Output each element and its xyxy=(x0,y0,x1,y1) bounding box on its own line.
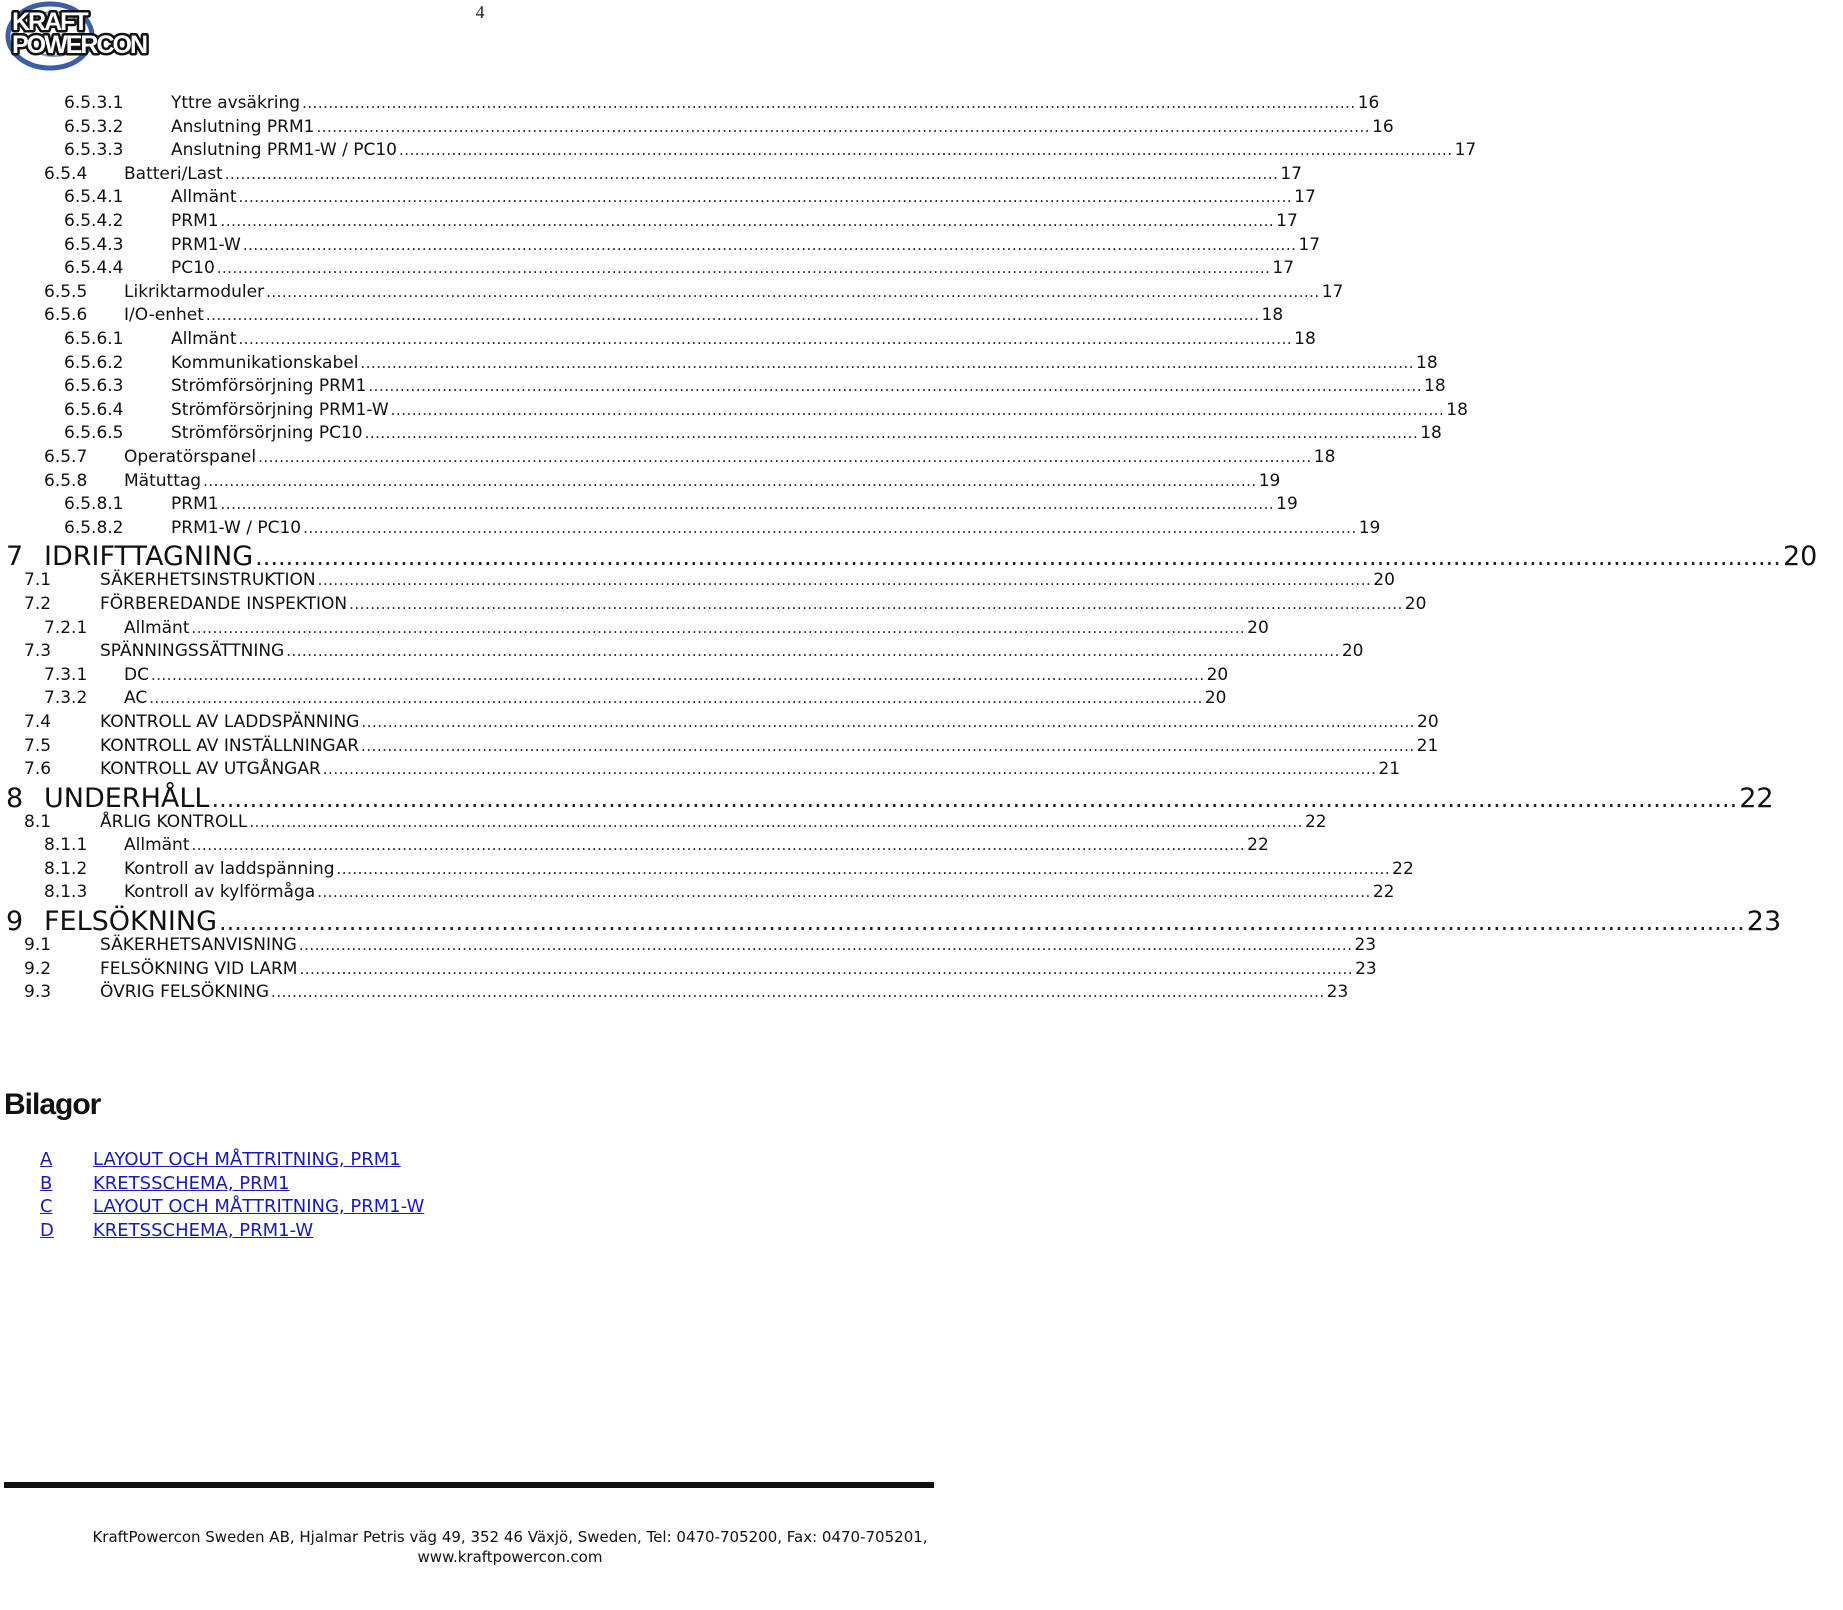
toc-entry[interactable] xyxy=(0,257,1295,281)
toc-dot-leader: ........................................................................................................................................................................................................ xyxy=(361,712,1416,731)
toc-entry-page: 20 xyxy=(1247,617,1269,638)
toc-entry[interactable] xyxy=(0,881,1395,905)
toc-entry-page: 17 xyxy=(1298,234,1321,255)
toc-dot-leader: ........................................................................................................................................................................................................ xyxy=(360,353,1415,372)
toc-entry-title: Anslutning PRM1 xyxy=(171,116,315,137)
toc-dot-leader: ........................................................................................................................................................................................................ xyxy=(398,141,1453,160)
toc-dot-leader: ........................................................................................................................................................................................................ xyxy=(368,377,1423,396)
toc-entry-title: Allmänt xyxy=(171,187,237,208)
toc-entry-page: 17 xyxy=(1272,258,1295,279)
toc-entry-page: 18 xyxy=(1416,352,1438,373)
footer-address: KraftPowercon Sweden AB, Hjalmar Petris väg 49, 352 46 Växjö, Sweden, Tel: 0470-705200, Fax: 0470-705201, xyxy=(92,1528,928,1546)
toc-entry-number: 6.5.4.1 xyxy=(64,187,124,208)
toc-entry-page: 23 xyxy=(1746,905,1782,937)
toc-entry-title: FÖRBEREDANDE INSPEKTION xyxy=(100,593,348,614)
toc-entry-title: FELSÖKNING xyxy=(44,905,218,937)
toc-entry-number: 6.5.4.3 xyxy=(64,234,124,255)
toc-entry-title: KONTROLL AV UTGÅNGAR xyxy=(100,759,321,780)
toc-entry[interactable] xyxy=(0,664,1229,688)
toc-dot-leader: ........................................................................................................................................................................................................ xyxy=(258,448,1312,466)
toc-entry-title: ÅRLIG KONTROLL xyxy=(100,811,248,832)
toc-entry-number: 7.2.1 xyxy=(44,617,88,638)
toc-entry-title: PRM1-W xyxy=(171,234,241,255)
toc-entry-number: 8.1.2 xyxy=(44,858,88,879)
toc-entry-title: AC xyxy=(124,688,148,709)
toc-entry-page: 23 xyxy=(1355,958,1377,979)
toc-dot-leader: ........................................................................................................................................................................................................ xyxy=(266,282,1320,301)
toc-entry-page: 20 xyxy=(1417,711,1439,732)
toc-entry-page: 19 xyxy=(1276,494,1298,515)
toc-entry-number: 6.5.6.1 xyxy=(64,329,124,349)
toc-entry[interactable] xyxy=(0,834,1269,858)
toc-dot-leader: ........................................................................................................................................................................................................ xyxy=(150,665,1205,684)
toc-entry[interactable] xyxy=(0,399,1468,423)
toc-dot-leader: ........................................................................................................................................................................................................ xyxy=(238,188,1293,207)
toc-entry-title: Anslutning PRM1-W / PC10 xyxy=(171,140,397,161)
toc-entry[interactable] xyxy=(0,811,1327,835)
toc-dot-leader: ........................................................................................................................................................................................................ xyxy=(286,642,1340,661)
toc-entry-title: KONTROLL AV INSTÄLLNINGAR xyxy=(100,735,360,756)
toc-dot-leader: ........................................................................................................................................................................................................ xyxy=(220,212,1275,230)
toc-entry-page: 18 xyxy=(1420,423,1442,444)
toc-dot-leader: ........................................................................................................................................................................................................ xyxy=(211,784,1738,813)
toc-entry[interactable] xyxy=(0,517,1381,541)
toc-entry-number: 6.5.8.1 xyxy=(64,494,124,515)
toc-dot-leader: ........................................................................................................................................................................................................ xyxy=(317,883,1371,902)
toc-entry-number: 7.3.2 xyxy=(44,688,88,709)
toc-entry-page: 16 xyxy=(1372,116,1394,137)
toc-entry-number: 7.3 xyxy=(24,641,52,662)
toc-entry-title: Kontroll av kylförmåga xyxy=(124,882,316,903)
toc-entry-page: 20 xyxy=(1204,688,1227,709)
toc-entry[interactable] xyxy=(0,375,1446,399)
toc-entry-title: SÄKERHETSINSTRUKTION xyxy=(100,570,316,591)
toc-entry-title: Batteri/Last xyxy=(124,163,223,184)
toc-entry-page: 21 xyxy=(1378,759,1401,780)
annexes-heading: Bilagor xyxy=(4,1088,101,1121)
toc-entry-number: 9.2 xyxy=(24,958,52,979)
toc-entry-number: 9.3 xyxy=(24,982,52,1003)
toc-entry-title: PRM1-W / PC10 xyxy=(171,517,302,538)
toc-entry-number: 6.5.5 xyxy=(44,281,88,302)
toc-entry-page: 22 xyxy=(1392,858,1414,879)
toc-entry-page: 18 xyxy=(1446,399,1468,420)
toc-entry-page: 20 xyxy=(1373,570,1395,591)
toc-entry-number: 6.5.3.1 xyxy=(64,93,124,113)
toc-entry-number: 6.5.6.4 xyxy=(64,399,124,420)
toc-entry-number: 6.5.8.2 xyxy=(64,517,124,538)
toc-entry-title: Allmänt xyxy=(171,329,237,349)
toc-entry-title: Yttre avsäkring xyxy=(171,93,301,113)
toc-entry-number: 6.5.3.3 xyxy=(64,140,124,161)
toc-entry-number: 6.5.6 xyxy=(44,305,88,326)
toc-entry-title: Strömförsörjning PRM1 xyxy=(171,376,367,397)
toc-entry-page: 22 xyxy=(1739,782,1774,814)
logo-text-top: KRAFT xyxy=(12,8,87,36)
toc-entry-title: Allmänt xyxy=(124,835,190,856)
toc-entry[interactable] xyxy=(0,116,1394,140)
toc-entry-page: 22 xyxy=(1304,811,1327,832)
toc-entry-title: PRM1 xyxy=(171,494,219,515)
toc-dot-leader: ........................................................................................................................................................................................................ xyxy=(205,306,1260,325)
toc-entry[interactable] xyxy=(0,617,1269,641)
toc-entry-page: 19 xyxy=(1358,517,1381,538)
toc-entry-number: 6.5.4.4 xyxy=(64,258,124,279)
toc-entry-title: DC xyxy=(124,664,149,685)
toc-entry-page: 21 xyxy=(1416,735,1439,756)
toc-entry-title: ÖVRIG FELSÖKNING xyxy=(100,982,270,1003)
toc-dot-leader: ........................................................................................................................................................................................................ xyxy=(322,760,1377,779)
toc-entry-number: 7.2 xyxy=(24,593,52,614)
toc-entry[interactable] xyxy=(0,352,1438,376)
toc-entry-page: 20 xyxy=(1782,541,1818,573)
toc-entry-page: 23 xyxy=(1354,934,1377,955)
toc-dot-leader: ........................................................................................................................................................................................................ xyxy=(364,424,1419,443)
toc-entry-number: 6.5.8 xyxy=(44,470,88,491)
toc-dot-leader: ........................................................................................................................................................................................................ xyxy=(203,471,1257,490)
footer-website[interactable]: www.kraftpowercon.com xyxy=(417,1548,603,1566)
annex-letter: B xyxy=(40,1172,53,1194)
toc-dot-leader: ........................................................................................................................................................................................................ xyxy=(349,594,1403,613)
toc-entry-number: 7.5 xyxy=(24,735,52,756)
toc-entry[interactable] xyxy=(0,186,1316,210)
toc-entry-page: 17 xyxy=(1321,281,1344,302)
toc-entry[interactable] xyxy=(0,304,1284,328)
toc-entry-title: I/O-enhet xyxy=(124,305,204,326)
toc-entry-number: 7.4 xyxy=(24,711,52,732)
toc-entry[interactable] xyxy=(0,958,1377,982)
toc-entry-number: 9.1 xyxy=(24,934,52,955)
footer-divider xyxy=(4,1482,934,1488)
toc-entry[interactable] xyxy=(0,758,1401,782)
toc-entry-title: Strömförsörjning PC10 xyxy=(171,423,363,444)
toc-entry-title: PC10 xyxy=(171,258,215,279)
toc-dot-leader: ........................................................................................................................................................................................................ xyxy=(336,859,1391,878)
toc-dot-leader: ........................................................................................................................................................................................................ xyxy=(271,983,1325,1002)
toc-dot-leader: ........................................................................................................................................................................................................ xyxy=(191,618,1246,637)
toc-entry-number: 9 xyxy=(6,905,24,937)
toc-entry[interactable] xyxy=(0,92,1380,116)
toc-entry[interactable] xyxy=(0,858,1414,882)
annex-link[interactable] xyxy=(40,1195,424,1219)
toc-entry-title: Mätuttag xyxy=(124,470,202,491)
toc-entry-title: Likriktarmoduler xyxy=(124,281,265,302)
toc-entry[interactable] xyxy=(0,934,1377,958)
toc-entry[interactable] xyxy=(0,569,1395,593)
toc-entry-number: 6.5.6.5 xyxy=(64,423,124,444)
toc-entry[interactable] xyxy=(0,446,1336,470)
toc-dot-leader: ........................................................................................................................................................................................................ xyxy=(249,812,1303,831)
toc-entry[interactable] xyxy=(0,711,1439,735)
toc-entry-title: SÄKERHETSANVISNING xyxy=(100,934,297,955)
toc-entry-page: 20 xyxy=(1341,641,1364,662)
toc-dot-leader: ........................................................................................................................................................................................................ xyxy=(316,117,1371,136)
toc-entry-title: Operatörspanel xyxy=(124,447,257,467)
page-number: 4 xyxy=(475,2,485,22)
toc-entry[interactable] xyxy=(0,210,1298,234)
toc-entry[interactable] xyxy=(0,735,1439,759)
annex-title: KRETSSCHEMA, PRM1-W xyxy=(93,1219,314,1241)
toc-entry-page: 17 xyxy=(1454,140,1477,161)
toc-entry-page: 22 xyxy=(1247,835,1269,856)
toc-entry-number: 6.5.4 xyxy=(44,163,88,184)
toc-dot-leader: ........................................................................................................................................................................................................ xyxy=(255,543,1781,572)
toc-entry[interactable] xyxy=(0,281,1344,305)
toc-entry[interactable] xyxy=(0,234,1321,258)
annex-link[interactable] xyxy=(40,1219,424,1243)
toc-dot-leader: ........................................................................................................................................................................................................ xyxy=(238,330,1293,348)
annex-letter: A xyxy=(40,1149,53,1170)
annex-title: KRETSSCHEMA, PRM1 xyxy=(93,1172,290,1194)
toc-entry-title: KONTROLL AV LADDSPÄNNING xyxy=(100,711,360,732)
logo-text-bottom: POWERCON xyxy=(12,31,146,59)
toc-entry-number: 8 xyxy=(6,782,24,814)
toc-entry[interactable] xyxy=(0,328,1316,352)
toc-entry-page: 17 xyxy=(1294,187,1316,208)
toc-entry-title: FELSÖKNING VID LARM xyxy=(100,958,298,979)
toc-entry-page: 19 xyxy=(1258,470,1281,491)
toc-dot-leader: ........................................................................................................................................................................................................ xyxy=(299,959,1354,978)
toc-entry-title: UNDERHÅLL xyxy=(44,782,210,814)
toc-entry-title: Kontroll av laddspänning xyxy=(124,858,335,879)
toc-dot-leader: ........................................................................................................................................................................................................ xyxy=(220,495,1275,514)
toc-dot-leader: ........................................................................................................................................................................................................ xyxy=(390,400,1445,419)
toc-entry-title: Strömförsörjning PRM1-W xyxy=(171,399,389,420)
toc-entry-page: 18 xyxy=(1313,447,1336,467)
toc-dot-leader: ........................................................................................................................................................................................................ xyxy=(224,164,1279,183)
annex-letter: D xyxy=(40,1219,54,1241)
toc-entry-number: 6.5.4.2 xyxy=(64,211,124,231)
toc-entry-page: 17 xyxy=(1280,163,1302,184)
toc-entry-page: 17 xyxy=(1276,211,1298,231)
toc-entry-number: 7.1 xyxy=(24,570,52,591)
toc-entry-title: Kommunikationskabel xyxy=(171,352,359,373)
toc-entry-number: 6.5.3.2 xyxy=(64,116,124,137)
annex-title: LAYOUT OCH MÅTTRITNING, PRM1-W xyxy=(93,1196,425,1217)
toc-entry-number: 7.3.1 xyxy=(44,664,88,685)
annex-list xyxy=(40,1148,424,1242)
toc-entry-page: 18 xyxy=(1424,376,1446,397)
toc-dot-leader: ........................................................................................................................................................................................................ xyxy=(242,235,1297,254)
toc-entry-title: IDRIFTTAGNING xyxy=(44,541,254,573)
toc-entry-number: 8.1.1 xyxy=(44,835,88,856)
toc-entry-title: Allmänt xyxy=(124,617,190,638)
annex-link[interactable] xyxy=(40,1172,424,1196)
annex-letter: C xyxy=(40,1196,53,1217)
toc-dot-leader: ........................................................................................................................................................................................................ xyxy=(298,935,1353,954)
toc-dot-leader: ........................................................................................................................................................................................................ xyxy=(219,907,1745,936)
toc-dot-leader: ........................................................................................................................................................................................................ xyxy=(361,736,1415,755)
toc-entry[interactable] xyxy=(0,687,1227,711)
toc-entry[interactable] xyxy=(0,139,1477,163)
toc-entry-number: 6.5.6.3 xyxy=(64,376,124,397)
toc-entry[interactable] xyxy=(0,470,1281,494)
toc-dot-leader: ........................................................................................................................................................................................................ xyxy=(317,571,1372,590)
toc-entry-number: 8.1 xyxy=(24,811,52,832)
toc-dot-leader: ........................................................................................................................................................................................................ xyxy=(191,836,1246,855)
toc-entry-number: 6.5.7 xyxy=(44,447,88,467)
toc-entry-number: 8.1.3 xyxy=(44,882,88,903)
toc-entry[interactable] xyxy=(0,640,1364,664)
toc-entry-page: 18 xyxy=(1261,305,1284,326)
toc-entry-number: 7.6 xyxy=(24,759,52,780)
toc-entry[interactable] xyxy=(0,493,1298,517)
toc-entry-page: 23 xyxy=(1326,982,1349,1003)
toc-entry-page: 20 xyxy=(1206,664,1229,685)
toc-entry-title: PRM1 xyxy=(171,211,219,231)
toc-entry-page: 16 xyxy=(1357,93,1380,113)
toc-entry-number: 7 xyxy=(6,541,24,573)
toc-dot-leader: ........................................................................................................................................................................................................ xyxy=(303,518,1357,537)
toc-dot-leader: ........................................................................................................................................................................................................ xyxy=(149,689,1203,708)
toc-entry[interactable] xyxy=(0,163,1302,187)
toc-entry-page: 22 xyxy=(1372,882,1395,903)
annex-title: LAYOUT OCH MÅTTRITNING, PRM1 xyxy=(93,1149,401,1170)
toc-entry[interactable] xyxy=(0,422,1442,446)
toc-entry-title: SPÄNNINGSSÄTTNING xyxy=(100,641,285,662)
toc-entry-page: 18 xyxy=(1294,329,1316,349)
toc-entry[interactable] xyxy=(0,593,1427,617)
annex-link[interactable] xyxy=(40,1148,424,1172)
toc-dot-leader: ........................................................................................................................................................................................................ xyxy=(302,94,1356,112)
footer xyxy=(0,1527,1020,1567)
toc-entry[interactable] xyxy=(0,981,1349,1005)
toc-entry-page: 20 xyxy=(1404,593,1427,614)
toc-dot-leader: ........................................................................................................................................................................................................ xyxy=(216,259,1271,278)
toc-entry-number: 6.5.6.2 xyxy=(64,352,124,373)
